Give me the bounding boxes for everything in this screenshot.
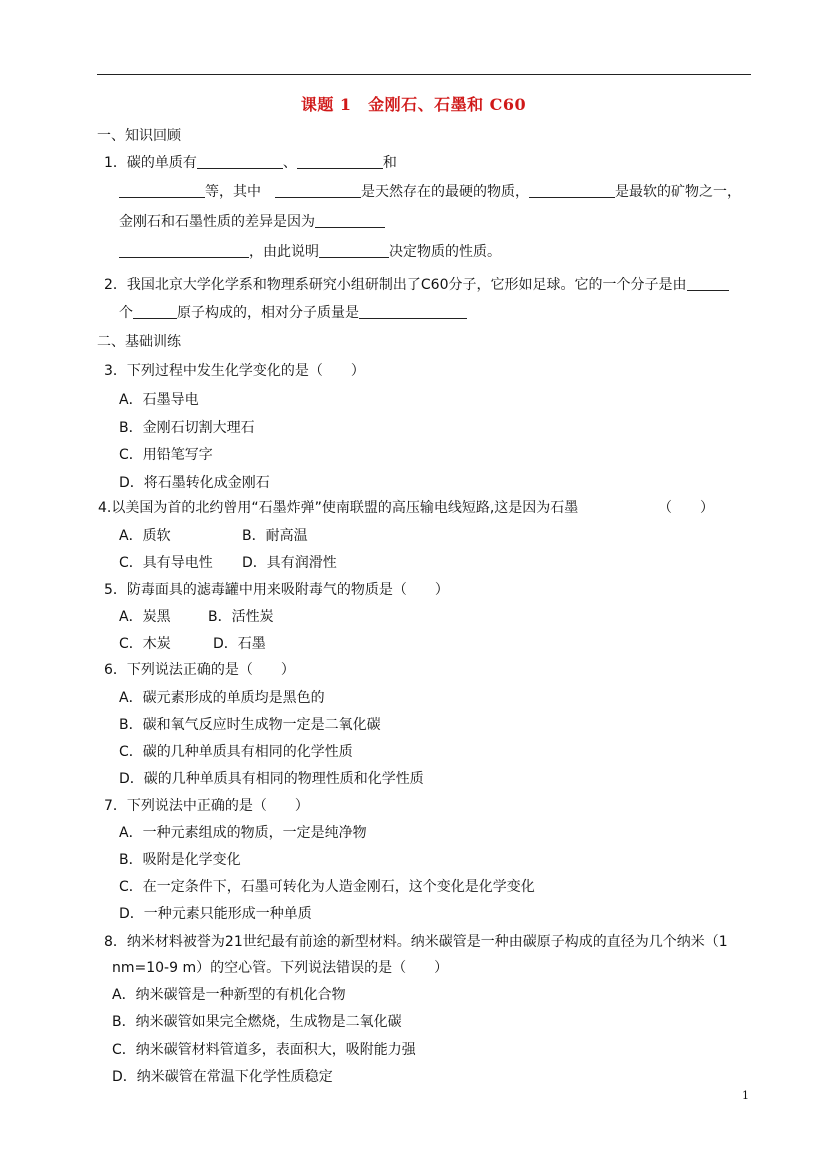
section-heading-training: 二、基础训练 <box>97 334 181 350</box>
q8-option-a: A．纳米碳管是一种新型的有机化合物 <box>112 987 346 1003</box>
q2-text: 原子构成的，相对分子质量是 <box>177 305 359 321</box>
q1-text: 决定物质的性质。 <box>389 244 501 260</box>
page-title: 课题 1 金刚石、石墨和 C60 <box>300 95 527 114</box>
q7-option-d: D．一种元素只能形成一种单质 <box>119 906 312 922</box>
question-8-stem-line-2: nm=10-9 m）的空心管。下列说法错误的是（ ） <box>112 960 449 976</box>
answer-blank <box>359 304 467 319</box>
q5-option-c: C．木炭 <box>119 636 171 652</box>
q3-option-a: A．石墨导电 <box>119 392 199 408</box>
q3-option-b: B．金刚石切割大理石 <box>119 420 255 436</box>
q6-option-c: C．碳的几种单质具有相同的化学性质 <box>119 744 353 760</box>
q1-text: 是天然存在的最硬的物质， <box>361 184 529 200</box>
answer-blank <box>319 243 389 258</box>
q4-option-a: A．质软 <box>119 528 171 544</box>
answer-blank <box>315 213 385 228</box>
question-5-stem: 5．防毒面具的滤毒罐中用来吸附毒气的物质是（ ） <box>104 582 449 598</box>
question-7-stem: 7．下列说法中正确的是（ ） <box>104 798 309 814</box>
section-heading-review: 一、知识回顾 <box>97 128 181 144</box>
question-1-line-3 <box>119 212 385 232</box>
q7-option-b: B．吸附是化学变化 <box>119 852 241 868</box>
question-1-line-1 <box>104 153 397 173</box>
answer-blank <box>529 183 615 198</box>
q1-text: 是最软的矿物之一， <box>615 184 741 200</box>
answer-blank <box>687 276 729 291</box>
answer-blank <box>119 183 205 198</box>
q4-option-c: C．具有导电性 <box>119 555 213 571</box>
question-4-stem: 4.以美国为首的北约曾用“石墨炸弹”使南联盟的高压输电线短路,这是因为石墨 <box>98 500 579 516</box>
question-1-line-2 <box>119 182 741 202</box>
answer-blank <box>275 183 361 198</box>
q5-option-a: A．炭黑 <box>119 609 171 625</box>
q7-option-a: A．一种元素组成的物质，一定是纯净物 <box>119 825 367 841</box>
q4-option-b: B．耐高温 <box>242 528 308 544</box>
q2-text: 2．我国北京大学化学系和物理系研究小组研制出了C60分子，它形如足球。它的一个分子是由 <box>104 277 687 293</box>
q7-option-c: C．在一定条件下，石墨可转化为人造金刚石，这个变化是化学变化 <box>119 879 535 895</box>
q8-option-b: B．纳米碳管如果完全燃烧，生成物是二氧化碳 <box>112 1014 402 1030</box>
q8-option-d: D．纳米碳管在常温下化学性质稳定 <box>112 1069 333 1085</box>
question-6-stem: 6．下列说法正确的是（ ） <box>104 662 295 678</box>
q2-text: 个 <box>119 305 133 321</box>
page-number: 1 <box>742 1089 749 1102</box>
q1-text: 1．碳的单质有 <box>104 155 197 171</box>
question-1-line-4 <box>119 242 501 262</box>
answer-blank <box>119 243 249 258</box>
q1-text: ，由此说明 <box>249 244 319 260</box>
q4-option-d: D．具有润滑性 <box>242 555 337 571</box>
q3-option-d: D．将石墨转化成金刚石 <box>119 475 270 491</box>
q6-option-b: B．碳和氧气反应时生成物一定是二氧化碳 <box>119 717 381 733</box>
q8-option-c: C．纳米碳管材料管道多，表面积大，吸附能力强 <box>112 1042 416 1058</box>
q3-option-c: C．用铅笔写字 <box>119 447 213 463</box>
q1-text: 等，其中 <box>205 184 261 200</box>
q6-option-a: A．碳元素形成的单质均是黑色的 <box>119 690 325 706</box>
header-rule <box>97 74 751 75</box>
question-3-stem: 3．下列过程中发生化学变化的是（ ） <box>104 363 365 379</box>
question-8-stem-line-1: 8．纳米材料被誉为21世纪最有前途的新型材料。纳米碳管是一种由碳原子构成的直径为几个纳米（1 <box>104 934 728 950</box>
question-4-answer-paren: （ ） <box>658 500 714 516</box>
q1-text: 金刚石和石墨性质的差异是因为 <box>119 214 315 230</box>
answer-blank <box>197 154 283 169</box>
q1-text: 和 <box>382 155 397 171</box>
q5-option-d: D．石墨 <box>213 636 266 652</box>
q1-text: 、 <box>282 155 297 171</box>
answer-blank <box>297 154 383 169</box>
answer-blank <box>133 304 177 319</box>
question-2-line-1 <box>104 275 729 295</box>
q5-option-b: B．活性炭 <box>208 609 274 625</box>
q6-option-d: D．碳的几种单质具有相同的物理性质和化学性质 <box>119 771 424 787</box>
question-2-line-2 <box>119 303 467 323</box>
